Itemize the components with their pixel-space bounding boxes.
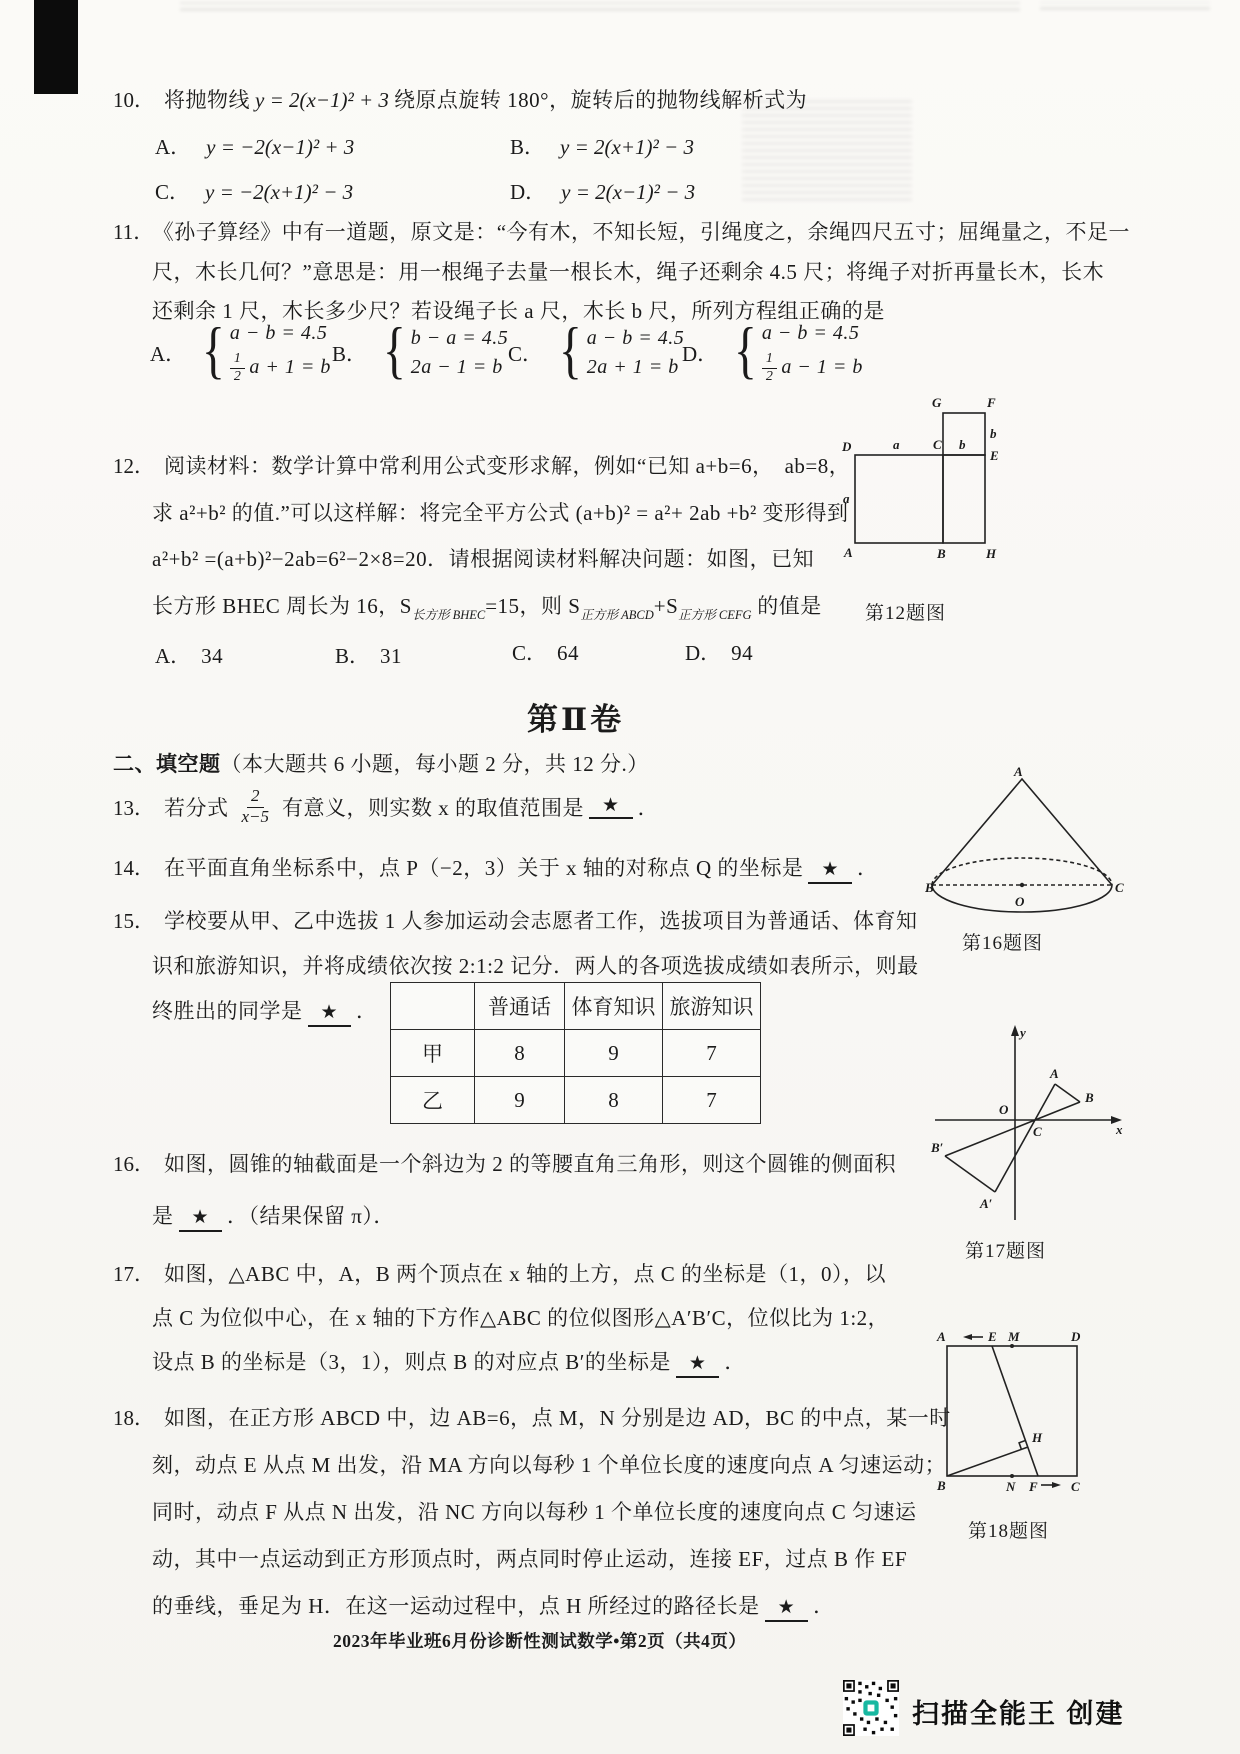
label-c: C [933,437,942,452]
fraction: 2 x−5 [241,786,270,826]
q11-line-3: 还剩余 1 尺，木长多少尺？若设绳子长 a 尺，木长 b 尺，所列方程组正确的是 [152,299,885,323]
arrow-e-head [963,1334,972,1340]
line-b-bprime [945,1102,1080,1156]
table-row-jia: 甲 8 9 7 [391,1030,761,1077]
answer-blank: ★ [179,1207,223,1232]
label-e: E [990,448,999,463]
q18-line-3: 同时，动点 F 从点 N 出发，沿 NC 方向以每秒 1 个单位长度的速度向点 C 匀速运 [152,1500,917,1524]
header-putonghua: 普通话 [475,983,565,1030]
question-14: 14． 在平面直角坐标系中，点 P（−2，3）关于 x 轴的对称点 Q 的坐标是 ★ ． [113,852,878,884]
edge-aprime-bprime [945,1156,995,1192]
camscanner-qr-code [843,1680,899,1741]
point-n-dot [1010,1474,1014,1478]
q18-line-5: 的垂线，垂足为 H．在这一运动过程中，点 H 所经过的路径长是 ★ ． [152,1590,835,1622]
figure-q18-caption: 第18题图 [968,1521,1050,1542]
q11-option-c: C． { a − b = 4.5 2a + 1 = b [508,314,685,385]
q12-option-a: A． 34 [155,644,224,668]
q16-line-1: 16． 如图，圆锥的轴截面是一个斜边为 2 的等腰直角三角形，则这个圆锥的侧面积 [113,1152,896,1176]
bleedthrough-artifact [742,100,912,205]
label-n: N [1006,1479,1016,1494]
q10-option-c: C． y = −2(x+1)² − 3 [155,180,354,204]
answer-blank: ★ [308,1002,352,1027]
q12-line-2: 求 a²+b² 的值.”可以这样解：将完全平方公式 (a+b)² = a²+ 2ab +b² 变形得到 [152,501,849,525]
label-f: F [1029,1479,1038,1494]
q10-stem: 10． 将抛物线 y = 2(x−1)² + 3 绕原点旋转 180°，旋转后的抛物线解析式为 [113,88,808,112]
label-a: A [1014,765,1023,779]
label-c: C [1071,1479,1080,1494]
q11-option-a: A． { a − b = 4.5 1 2 a + 1 = b [150,314,331,385]
label-y: y [1020,1025,1026,1040]
label-d: D [1071,1330,1081,1344]
label-b-right: b [990,426,997,441]
label-o: O [999,1102,1009,1117]
label-a: A [937,1330,946,1344]
section-2-title: 第Ⅱ卷 [527,702,625,737]
figure-q16-cone [925,765,1125,935]
q15-line-3: 终胜出的同学是 ★ ． [152,995,378,1027]
q12-option-c: C． 64 [512,641,580,665]
q11-option-d: D． { a − b = 4.5 1 2 a − 1 = b [682,314,863,385]
answer-blank: ★ [765,1597,809,1622]
q10-option-a: A． y = −2(x−1)² + 3 [155,135,355,159]
label-e: E [988,1330,997,1344]
figure-q17-axes [930,1022,1125,1227]
brace: { [202,314,226,385]
q15-score-table [390,982,761,1124]
label-o: O [1015,894,1025,909]
rect-bhec [943,455,985,543]
label-a-left: a [843,491,850,506]
label-a-top: a [893,437,900,452]
page-footer: 2023年毕业班6月份诊断性测试数学•第2页（共4页） [333,1631,747,1651]
brace: { [382,314,406,385]
question-13: 13． 若分式 2 x−5 有意义，则实数 x 的取值范围是 ★ ． [113,786,660,826]
figure-q17-caption: 第17题图 [965,1241,1047,1262]
q11-line-1: 11． 《孙子算经》中有一道题，原文是：“今有木，不知长短，引绳度之，余绳四尺五寸；屈绳量之，不足一 [113,220,1131,244]
brace: { [734,314,758,385]
scan-corner-mark [34,0,78,94]
answer-blank: ★ [808,859,852,884]
square-abcd [947,1346,1077,1476]
label-f: F [987,395,996,410]
label-b: B [925,880,934,895]
y-axis-arrow [1011,1025,1019,1036]
header-sports: 体育知识 [565,983,663,1030]
segment-bh [947,1447,1028,1476]
cone-base-back [932,858,1112,885]
label-a: A [844,545,853,560]
line-a-aprime [995,1084,1055,1192]
table-header-row [391,983,761,1030]
q10-option-b: B． y = 2(x+1)² − 3 [510,135,694,159]
label-b: B [937,1478,946,1493]
label-b-top: b [959,437,966,452]
label-c: C [1033,1124,1042,1139]
label-m: M [1008,1330,1020,1344]
q10-option-d: D． y = 2(x−1)² − 3 [510,180,696,204]
label-a-prime: A′ [980,1196,993,1211]
q12-option-b: B． 31 [335,644,403,668]
q17-line-1: 17． 如图，△ABC 中，A，B 两个顶点在 x 轴的上方，点 C 的坐标是（1，0），以 [113,1262,887,1286]
q15-line-1: 15． 学校要从甲、乙中选拔 1 人参加运动会志愿者工作，选拔项目为普通话、体育知 [113,909,918,933]
camscanner-logo-glyph [868,1705,875,1712]
camscanner-watermark-text: 扫描全能王 创建 [912,1699,1125,1729]
cone-sides [932,779,1112,885]
q17-line-3: 设点 B 的坐标是（3，1），则点 B 的对应点 B′的坐标是 ★ ． [152,1346,746,1378]
segment-ef [992,1346,1038,1476]
fraction: 1 2 [230,351,246,384]
fraction: 1 2 [762,351,778,384]
q12-line-4: 长方形 BHEC 周长为 16，$S_{长方形 BHEC}=15$，则 $S_{正方形 ABCD}+S_{正方形 CEFG}$ 的值是 [152,594,822,622]
brace: { [558,314,582,385]
center-dot [1020,883,1024,887]
label-g: G [932,395,942,410]
label-h: H [1032,1430,1043,1445]
q12-line-3: a²+b² =(a+b)²−2ab=6²−2×8=20．请根据阅读材料解决问题：如图，已知 [152,547,815,571]
point-m-dot [1010,1344,1014,1348]
label-b-prime: B′ [931,1140,944,1155]
table-row-yi: 乙 9 8 7 [391,1077,761,1124]
figure-q12-caption: 第12题图 [865,603,947,624]
label-d: D [842,439,852,454]
q15-line-2: 识和旅游知识，并将成绩依次按 2:1:2 记分．两人的各项选拔成绩如表所示，则最 [152,954,919,978]
edge-ab [1055,1084,1080,1102]
arrow-f-head [1052,1482,1061,1488]
answer-blank: ★ [676,1353,720,1378]
q12-option-d: D． 94 [685,641,754,665]
q10-number: 10． [113,88,155,112]
header-travel: 旅游知识 [663,983,761,1030]
q18-line-4: 动，其中一点运动到正方形顶点时，两点同时停止运动，连接 EF，过点 B 作 EF [152,1547,908,1571]
bleedthrough-artifact [180,2,1020,15]
q11-option-b: B． { b − a = 4.5 2a − 1 = b [332,314,509,385]
q17-line-2: 点 C 为位似中心，在 x 轴的下方作△ABC 的位似图形△A′B′C，位似比为 1:2， [152,1306,890,1330]
q18-line-1: 18． 如图，在正方形 ABCD 中，边 AB=6，点 M，N 分别是边 AD，BC 的中点，某一时 [113,1406,951,1430]
q16-line-2: 是 ★ ．（结果保留 π）． [152,1200,395,1232]
label-a: A [1050,1066,1059,1081]
figure-q12-squares [835,390,1013,590]
header-empty [391,983,475,1030]
q10-formula: y = 2(x−1)² + 3 [255,88,389,112]
label-x: x [1116,1122,1123,1137]
q12-line-1: 12． 阅读材料：数学计算中常利用公式变形求解，例如“已知 a+b=6， ab=8， [113,454,851,478]
label-b: B [937,546,946,561]
q18-line-2: 刻，动点 E 从点 M 出发，沿 MA 方向以每秒 1 个单位长度的速度向点 A 匀速运动； [152,1453,947,1477]
label-b: B [1085,1090,1094,1105]
label-h: H [986,546,997,561]
figure-q18-square [935,1330,1093,1505]
bleedthrough-artifact [1040,2,1210,14]
section-2-heading: 二、填空题（本大题共 6 小题，每小题 2 分，共 12 分.） [113,752,649,776]
answer-blank: ★ [589,795,633,820]
figure-q16-caption: 第16题图 [962,933,1044,954]
label-c: C [1115,880,1124,895]
square-abcd [855,455,943,543]
q11-line-2: 尺，木长几何？”意思是：用一根绳子去量一根长木，绳子还剩余 4.5 尺；将绳子对折再量长木，长木 [152,260,1105,284]
